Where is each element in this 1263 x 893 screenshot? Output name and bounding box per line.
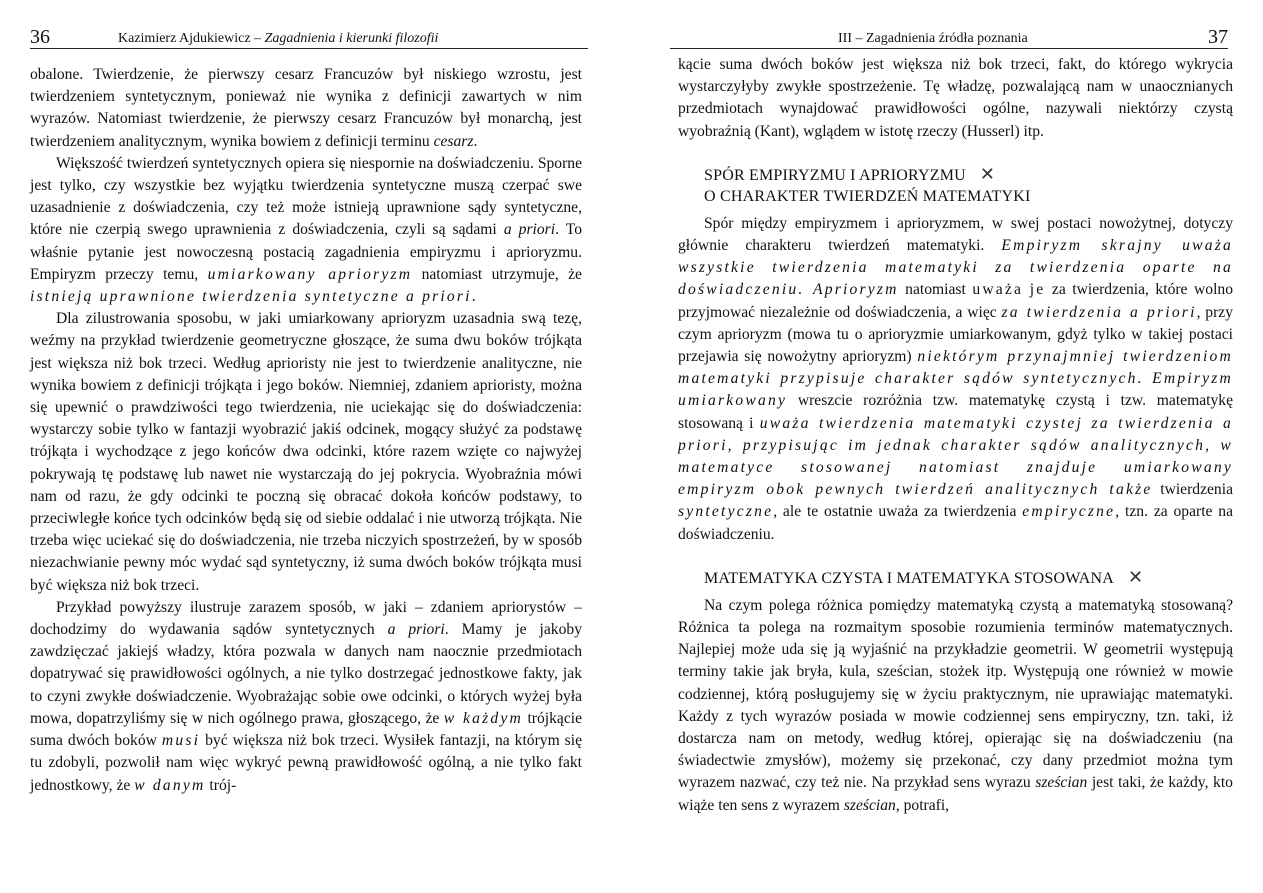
running-head-author: Kazimierz Ajdukiewicz – [118,31,265,46]
paragraph [678,213,1233,546]
text-run: być większa niż bok trzeci. Wysiłek fantazji, na którym się tu zdobyli, pozwolił nam więc wykryć pewną prawidłowość ogólną, a nie tylko fakt jednostkowy, że [30,732,582,794]
heading-line: O CHARAKTER TWIERDZEŃ MATEMATYKI [704,187,1031,205]
text-run: trój- [205,776,237,794]
text-run: Na czym polega różnica pomiędzy matematyką czystą a matematyką stosowaną? Różnica ta polega na rozmaitym sposobie rozumienia terminów matematycznych. Najlepiej może uda się ją wyjaśnić na przykładzie geometrii. W geometrii występują terminy takie jak bryła, kula, sześcian, stożek itp. Występują one również w mowie codziennej, którą posługujemy się w życiu praktycznym, nie uprawiając matematyki. Każdy z tych wyrazów posiada w mowie codziennej sens empiryczny, tzn. taki, iż dostarcza nam on metody, według której, opierając się na doświadczeniu (na świadectwie zmysłów), możemy się przekonać, czy dany przedmiot można tym wyrazem nazwać, czy też nie. Na przykład sens wyrazu [678,596,1233,792]
paragraph: kącie suma dwóch boków jest większa niż bok trzeci, fakt, do którego wykrycia wystarczyłyby zwykłe spostrzeżenie. Tę władzę, pozwalającą nam w unaocznianych przedmiotach wynajdować prawidłowości ogólne, nazywali niektórzy czystą wyobraźnią (Kant), wglądem w istotę rzeczy (Husserl) itp. [678,56,1233,140]
heading-line: MATEMATYKA CZYSTA I MATEMATYKA STOSOWANA [704,569,1115,587]
text-run-spaced: empiryczne [1022,503,1116,521]
text-run-spaced: niektórym przynajmniej twierdzeniom matematyki przypisuje charakter sądów syntetycznych. Empiryzm umiarkowany [678,348,1233,410]
text-run: Przykład powyższy ilustruje zarazem sposób, w jaki – zdaniem apriorystów – dochodzimy do wydawania sądów syntetycznych [30,598,582,639]
paragraph [678,595,1233,817]
heading-line: SPÓR EMPIRYZMU I APRIORYZMU [704,166,966,184]
left-page [0,0,622,893]
page-number-left: 36 [30,26,50,48]
text-run: Większość twierdzeń syntetycznych opiera się niespornie na doświadczeniu. Sporne jest tylko, czy wszystkie bez wyjątku twierdzenia syntetyczne muszą czerpać swe uzasadnienie z doświadczenia, czy też może istnieją uprawnione sądy syntetyczne, które nie czerpią swego uprawnienia z doświadczenia, czyli są sądami [30,154,582,239]
text-run: trójkącie suma dwóch boków [30,709,583,750]
running-head-book-title: Zagadnienia i kierunki filozofii [264,31,439,46]
text-run-italic: sześcian [1035,774,1088,792]
section-heading-empiricism [704,164,1233,207]
running-head-chapter: III – Zagadnienia źródła poznania [838,31,1028,46]
text-run-italic: a priori [387,621,445,639]
paragraph [30,64,582,153]
text-run-spaced: istnieją uprawnione twierdzenia syntetyczne a priori [30,288,472,306]
right-page [640,0,1263,893]
text-run-spaced: w każdym [443,709,524,727]
text-run-spaced-upright: je [1029,281,1046,299]
text-run: , tzn. za oparte na doświadczeniu. [678,503,1234,543]
running-head-author-title [118,31,438,47]
text-run: , przy czym aprioryzm (mowa tu o aprioryzmie umiarkowanym, gdyż tylko w takiej postaci przejawia się nowożytny aprioryzm) [678,303,1234,366]
text-run-spaced: uważa twierdzenia matematyki czystej za twierdzenia a priori, przypisując im jednak charakter sądów analitycznych, w matematyce stosowanej natomiast znajduje umiarkowany empiryzm obok pewnych twierdzeń analitycznych także [678,414,1233,499]
running-head-right [670,24,1228,49]
text-run: , potrafi, [895,796,950,814]
text-run-spaced: syntetyczne [678,503,774,521]
text-run-spaced-upright: uważa [972,281,1024,299]
right-page-text [678,54,1233,817]
text-run: , ale te ostatnie uważa za twierdzenia [773,503,1023,521]
text-run: . [473,132,478,150]
text-run-spaced: za twierdzenia a priori [1001,303,1197,321]
left-page-text [30,64,582,797]
paragraph [30,597,582,797]
text-run-italic: a priori [503,221,556,239]
text-run: wreszcie rozróżnia tzw. matematykę czystą i tzw. matematykę stosowaną i [678,392,1233,432]
text-run-spaced: musi [161,732,201,750]
text-run-spaced: Empiryzm skrajny uważa wszystkie twierdzenia matematyki za twierdzenia oparte na doświadczeniu. Aprioryzm [678,237,1233,299]
text-run-italic: cesarz [433,132,474,150]
text-run: za twierdzenia, które wolno przyjmować niezależnie od doświadczenia, a więc [678,281,1233,321]
text-run: . [471,288,476,306]
page-number-right: 37 [1208,26,1228,48]
text-run: obalone. Twierdzenie, że pierwszy cesarz Francuzów był niskiego wzrostu, jest twierdzeniem syntetycznym, ponieważ nie wynika z definicji zawartych w nim wyrazów. Natomiast twierdzenie, że pierwszy cesarz Francuzów był monarchą, jest twierdzeniem analitycznym, wynika bowiem z definicji terminu [30,66,582,150]
section-heading-pure-applied-math [704,567,1233,589]
paragraph [30,153,582,308]
text-run: twierdzenia [1152,481,1233,499]
text-run: natomiast utrzymuje, że [412,265,582,283]
text-run-spaced: w danym [134,776,206,794]
cross-mark-icon: ✕ [979,163,996,184]
text-run: natomiast [898,281,973,299]
text-run: Dla zilustrowania sposobu, w jaki umiarkowany aprioryzm uzasadnia swą tezę, weźmy na przykład twierdzenie geometryczne głoszące, że suma dwu boków trójkąta jest większa niż bok trzeci. Według aprioristy nie jest to twierdzenie analityczne, nie wynika bowiem z definicji trójkąta i jego boków. Niemniej, zdaniem aprioristy, można się upewnić o prawdziwości tego twierdzenia, nie uciekając się do doświadczenia: wystarczy sobie tylko w fantazji wyobrazić jakiś odcinek, mogący służyć za podstawę trójkąta i wychodzące z jego końców dwa odcinki, które razem wzięte co najwyżej pokrywają tę podstawę lub nawet nie wystarczają do jej pokrycia. Wyobraźnia mówi nam od razu, że gdy odcinki te poczną się obracać dokoła końców podstawy, to przeciwległe końce tych odcinków będą się od siebie oddalać i nie utworzą trójkąta. Nie trzeba więc uciekać się do doświadczenia, nie trzeba niczyich spostrzeżeń, by w sposób niezachwianie pewny móc wydać sąd syntetyczny, iż suma dwóch boków trójkąta musi być większa niż bok trzeci. [30,310,582,594]
text-run: . To właśnie pytanie jest nowoczesną postacią zagadnienia empiryzmu i aprioryzmu. Empiryzm przeczy temu, [30,221,582,283]
text-run: . Mamy je jakoby zawdzięczać jakiejś władzy, która pozwala w danych nam naocznie przedmiotach dopatrywać się prawidłowości ogólnych, a nie tylko dostrzegać jednostkowe fakty, jak to czyni zwykłe doświadczenie. Wyobrażając sobie owe odcinki, o których wyżej była mowa, dopatrzyliśmy się w nich ogólnego prawa, głoszącego, że [30,621,582,727]
text-run: jest taki, że każdy, kto wiąże ten sens z wyrazem [678,774,1233,814]
cross-mark-icon: ✕ [1128,566,1144,587]
text-run-spaced: umiarkowany aprioryzm [207,265,413,283]
text-run: Spór między empiryzmem i aprioryzmem, w swej postaci nowożytnej, dotyczy głównie charakteru twierdzeń matematyki. [678,214,1233,255]
running-head-left [30,24,588,49]
paragraph [30,308,582,597]
text-run-italic: sześcian [843,796,896,814]
